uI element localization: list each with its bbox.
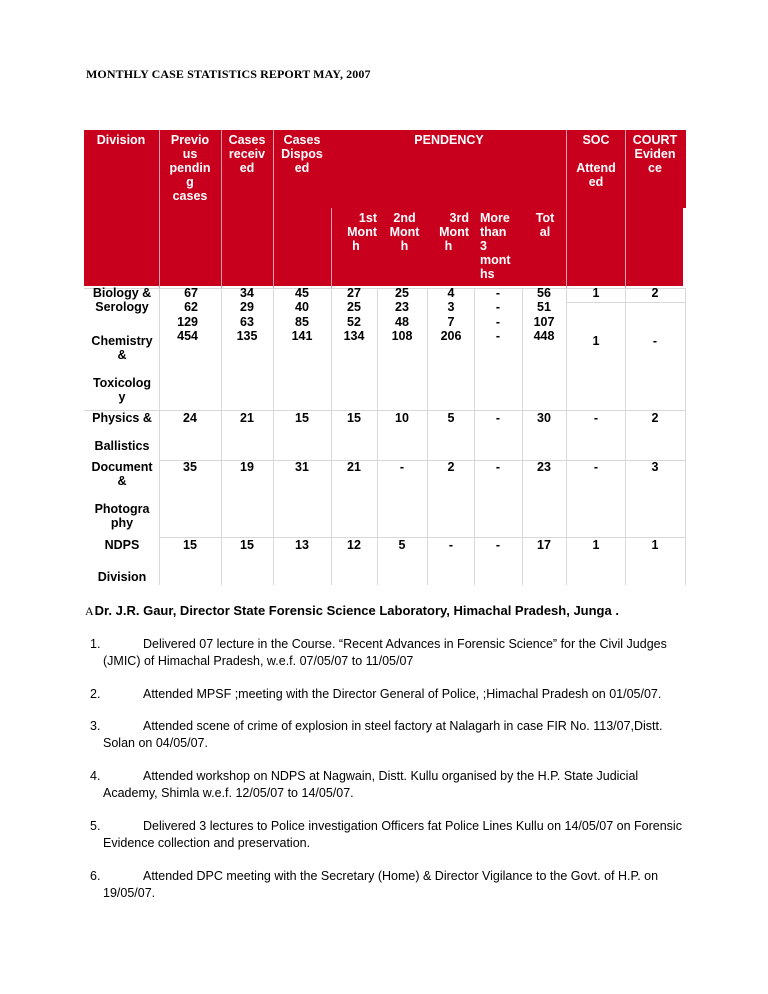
chemistry-soc: 1	[592, 334, 600, 348]
stack-total: 56 51 107 448	[533, 286, 555, 343]
biology-soc: 1	[592, 286, 600, 300]
stack-month1: 27 25 52 134	[343, 286, 365, 343]
header-soc: SOC Attend ed	[576, 133, 616, 189]
header-cases-disposed: Cases Dispos ed	[281, 133, 323, 175]
director-text: Dr. J.R. Gaur, Director State Forensic Science Laboratory, Himachal Pradesh, Junga .	[94, 603, 619, 618]
header-previous-pending: Previo us pendin g cases	[169, 133, 211, 203]
division-chemistry-toxicology: Chemistry & Toxicolog y	[91, 334, 153, 404]
stack-received: 34 29 63 135	[236, 286, 258, 343]
biology-court: 2	[651, 286, 659, 300]
list-item: 4. Attended workshop on NDPS at Nagwain, Distt. Kullu organised by the H.P. State Judicial Academy, Shimla w.e.f. 12/05/07 to 14/05/07.	[90, 769, 639, 800]
list-item: 1. Delivered 07 lecture in the Course. “Recent Advances in Forensic Science” for the Civil Judges (JMIC) of Himachal Pradesh, w.e.f. 07/05/07 to 11/05/07	[90, 637, 667, 668]
list-item: 5. Delivered 3 lectures to Police investigation Officers fat Police Lines Kullu on 14/05/07 on Forensic Evidence collection and preservation.	[90, 819, 682, 850]
list-item: 6. Attended DPC meeting with the Secretary (Home) & Director Vigilance to the Govt. of H.P. on 19/05/07.	[90, 869, 659, 900]
header-month1: 1st Mont h	[347, 211, 377, 253]
list-item: 2. Attended MPSF ;meeting with the Director General of Police, ;Himachal Pradesh on 01/05/07.	[90, 687, 662, 701]
header-total: Tot al	[535, 211, 555, 239]
director-mark: A	[85, 604, 94, 618]
report-title: MONTHLY CASE STATISTICS REPORT MAY, 2007	[86, 67, 371, 81]
header-court-evidence: COURT Eviden ce	[632, 133, 678, 175]
stack-month3: 4 3 7 206	[440, 286, 462, 343]
stack-more: - - - -	[495, 286, 501, 343]
header-month3: 3rd Mont h	[439, 211, 469, 253]
chemistry-court: -	[652, 334, 658, 348]
division-ndps: NDPS Division	[97, 538, 147, 584]
header-cases-received: Cases receiv ed	[228, 133, 266, 175]
director-heading	[85, 603, 619, 619]
stack-month2: 25 23 48 108	[391, 286, 413, 343]
header-division: Division	[96, 133, 146, 147]
division-physics-ballistics: Physics & Ballistics	[92, 411, 152, 453]
stack-disposed: 45 40 85 141	[291, 286, 313, 343]
division-document-photography: Document & Photogra phy	[91, 460, 153, 530]
header-more-than-3-months: More than 3 mont hs	[480, 211, 511, 281]
stack-previous: 67 62 129 454	[177, 286, 198, 343]
list-item: 3. Attended scene of crime of explosion in steel factory at Nalagarh in case FIR No. 113/07,Distt. Solan on 04/05/07.	[90, 719, 663, 750]
header-month2: 2nd Mont h	[389, 211, 420, 253]
header-pendency: PENDENCY	[414, 133, 484, 147]
division-biology-serology: Biology & Serology	[92, 286, 152, 314]
